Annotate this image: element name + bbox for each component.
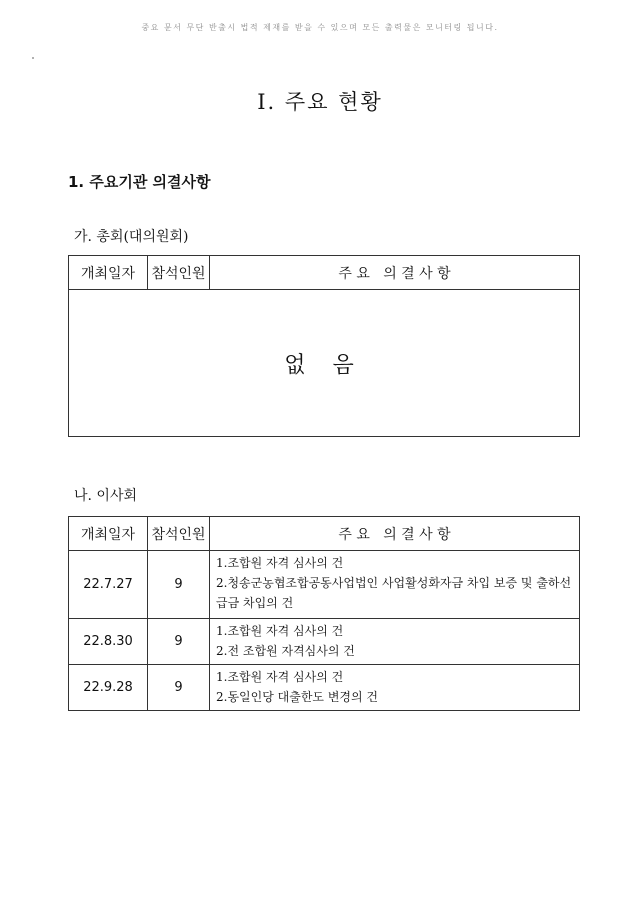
meeting-date: 22.8.30 xyxy=(69,619,148,665)
resolution-list xyxy=(210,665,580,711)
board-table xyxy=(68,516,580,711)
board-heading: 나. 이사회 xyxy=(74,488,137,504)
meeting-date: 22.9.28 xyxy=(69,665,148,711)
meeting-date: 22.7.27 xyxy=(69,551,148,619)
column-header-attendees: 참석인원 xyxy=(148,517,210,551)
table-row xyxy=(69,619,580,665)
table-row xyxy=(69,665,580,711)
confidential-watermark: 중요 문서 무단 반출시 법적 제재를 받을 수 있으며 모든 출력물은 모니터링 됩니다. xyxy=(141,23,499,32)
resolution-item: 1.조합원 자격 심사의 건 xyxy=(216,670,344,684)
section-heading: 1. 주요기관 의결사항 xyxy=(68,173,211,191)
table-row xyxy=(69,551,580,619)
column-header-date: 개최일자 xyxy=(69,256,148,290)
resolution-list xyxy=(210,619,580,665)
general-assembly-heading: 가. 총회(대의원회) xyxy=(74,229,189,245)
column-header-date: 개최일자 xyxy=(69,517,148,551)
attendee-count: 9 xyxy=(148,551,210,619)
page-title: I. 주요 현황 xyxy=(257,90,383,114)
attendee-count: 9 xyxy=(148,665,210,711)
empty-notice: 없 음 xyxy=(69,290,580,437)
table-row xyxy=(69,290,580,437)
table-header-row xyxy=(69,517,580,551)
resolution-item: 1.조합원 자격 심사의 건 xyxy=(216,624,344,638)
column-header-attendees: 참석인원 xyxy=(148,256,210,290)
attendee-count: 9 xyxy=(148,619,210,665)
column-header-resolutions: 주 요 의 결 사 항 xyxy=(210,517,580,551)
general-assembly-table xyxy=(68,255,580,437)
resolution-item: 2.동일인당 대출한도 변경의 건 xyxy=(216,690,378,704)
resolution-item: 2.전 조합원 자격심사의 건 xyxy=(216,644,355,658)
resolution-item: 1.조합원 자격 심사의 건 xyxy=(216,556,344,570)
resolution-list xyxy=(210,551,580,619)
column-header-resolutions: 주 요 의 결 사 항 xyxy=(210,256,580,290)
resolution-item: 2.청송군농협조합공동사업법인 사업활성화자금 차입 보증 및 출하선급금 차입의 건 xyxy=(216,576,572,610)
table-header-row xyxy=(69,256,580,290)
scan-speck xyxy=(32,57,34,59)
